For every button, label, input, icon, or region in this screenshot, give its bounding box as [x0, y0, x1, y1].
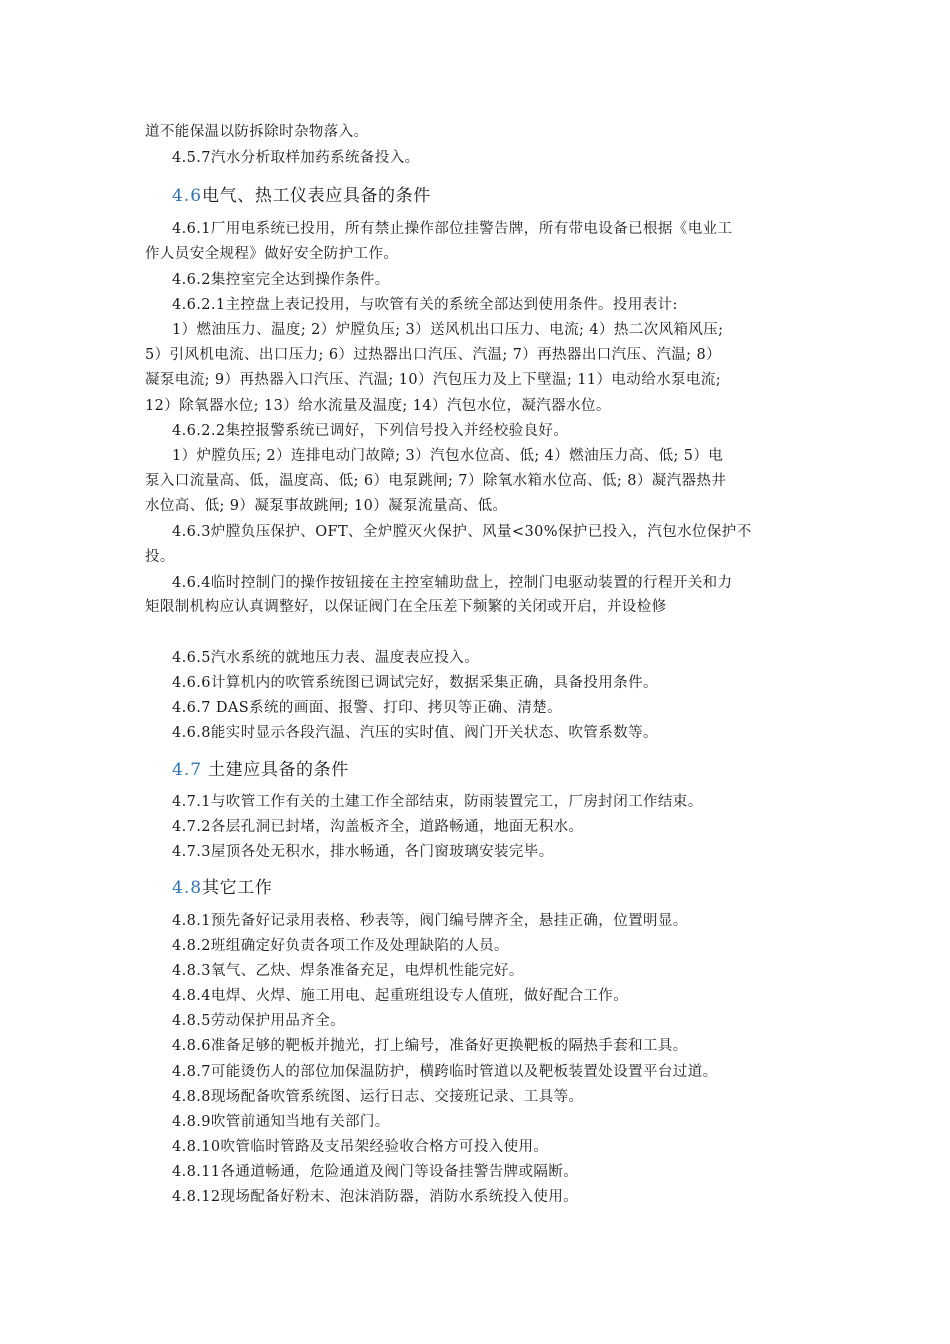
paragraph-line: 4.8.2班组确定好负责各项工作及处理缺陷的人员。 — [172, 938, 509, 954]
section-number: 4.8 — [172, 878, 203, 898]
paragraph-line: 12）除氧器水位; 13）给水流量及温度; 14）汽包水位，凝汽器水位。 — [145, 398, 611, 414]
paragraph-line: 4.6.5汽水系统的就地压力表、温度表应投入。 — [172, 650, 480, 666]
paragraph-line: 4.8.9吹管前通知当地有关部门。 — [172, 1114, 390, 1130]
paragraph-line: 4.6.4临时控制门的操作按钮接在主控室辅助盘上，控制门电驱动装置的行程开关和力 — [172, 575, 733, 591]
paragraph-line: 4.8.6准备足够的靶板并抛光，打上编号，准备好更换靶板的隔热手套和工具。 — [172, 1038, 688, 1054]
paragraph-line: 作人员安全规程》做好安全防护工作。 — [145, 246, 399, 262]
paragraph-line: 4.6.3炉膛负压保护、OFT、全炉膛灭火保护、风量<30%保护已投入，汽包水位保护不 — [172, 524, 752, 540]
paragraph-line: 凝泵电流; 9）再热器入口汽压、汽温; 10）汽包压力及上下壁温; 11）电动给水泵电流; — [145, 372, 721, 388]
paragraph-line: 4.7.3屋顶各处无积水，排水畅通，各门窗玻璃安装完毕。 — [172, 844, 554, 860]
paragraph-line: 4.6.8能实时显示各段汽温、汽压的实时值、阀门开关状态、吹管系数等。 — [172, 725, 658, 741]
section-number: 4.7 — [172, 760, 203, 780]
paragraph-line: 4.7.2各层孔洞已封堵，沟盖板齐全，道路畅通，地面无积水。 — [172, 819, 584, 835]
section-number: 4.6 — [172, 186, 203, 206]
paragraph-line: 4.8.11各通道畅通，危险通道及阀门等设备挂警告牌或隔断。 — [172, 1164, 579, 1180]
paragraph-line: 4.6.7 DAS系统的画面、报警、打印、拷贝等正确、清楚。 — [172, 700, 563, 716]
paragraph-line: 4.6.2.1主控盘上表记投用，与吹管有关的系统全部达到使用条件。投用表计: — [172, 297, 678, 313]
section-title: 电气、热工仪表应具备的条件 — [202, 186, 431, 206]
paragraph-line: 5）引风机电流、出口压力; 6）过热器出口汽压、汽温; 7）再热器出口汽压、汽温; 8） — [145, 347, 721, 363]
paragraph-line: 4.6.1厂用电系统已投用，所有禁止操作部位挂警告牌，所有带电设备已根据《电业工 — [172, 221, 733, 237]
paragraph-line: 4.6.2.2集控报警系统已调好，下列信号投入并经校验良好。 — [172, 423, 569, 439]
paragraph-line: 1）燃油压力、温度; 2）炉膛负压; 3）送风机出口压力、电流; 4）热二次风箱风压; — [172, 322, 724, 338]
paragraph-line: 矩限制机构应认真调整好，以保证阀门在全压差下频繁的关闭或开启，并设检修 — [145, 599, 667, 615]
section-title: 土建应具备的条件 — [202, 760, 349, 780]
paragraph-line: 4.8.4电焊、火焊、施工用电、起重班组设专人值班，做好配合工作。 — [172, 988, 629, 1004]
paragraph-line: 4.6.2集控室完全达到操作条件。 — [172, 272, 390, 288]
paragraph-line: 水位高、低; 9）凝泵事故跳闸; 10）凝泵流量高、低。 — [145, 498, 508, 514]
paragraph-line: 4.8.3氧气、乙炔、焊条准备充足，电焊机性能完好。 — [172, 963, 524, 979]
paragraph-line: 道不能保温以防拆除时杂物落入。 — [145, 124, 369, 140]
paragraph-line: 4.8.1预先备好记录用表格、秒表等，阀门编号牌齐全，悬挂正确，位置明显。 — [172, 913, 688, 929]
paragraph-line: 4.8.5劳动保护用品齐全。 — [172, 1013, 345, 1029]
paragraph-line: 4.8.7可能烫伤人的部位加保温防护，横跨临时管道以及靶板装置处设置平台过道。 — [172, 1064, 718, 1080]
section-heading-4-6 — [172, 184, 431, 208]
paragraph-line: 4.8.8现场配备吹管系统图、运行日志、交接班记录、工具等。 — [172, 1089, 584, 1105]
paragraph-line: 投。 — [145, 549, 175, 565]
paragraph-line: 泵入口流量高、低，温度高、低; 6）电泵跳闸; 7）除氧水箱水位高、低; 8）凝汽器热井 — [145, 473, 727, 489]
section-title: 其它工作 — [202, 878, 273, 898]
paragraph-line: 4.6.6计算机内的吹管系统图已调试完好，数据采集正确，具备投用条件。 — [172, 675, 658, 691]
paragraph-line: 1）炉膛负压; 2）连排电动门故障; 3）汽包水位高、低; 4）燃油压力高、低; 5）电 — [172, 448, 724, 464]
section-heading-4-8 — [172, 876, 272, 900]
paragraph-line: 4.8.10吹管临时管路及支吊架经验收合格方可投入使用。 — [172, 1139, 549, 1155]
paragraph-line: 4.5.7汽水分析取样加药系统备投入。 — [172, 150, 420, 166]
paragraph-line: 4.7.1与吹管工作有关的土建工作全部结束，防雨装置完工，厂房封闭工作结束。 — [172, 794, 703, 810]
section-heading-4-7 — [172, 758, 349, 782]
paragraph-line: 4.8.12现场配备好粉末、泡沫消防器，消防水系统投入使用。 — [172, 1189, 579, 1205]
